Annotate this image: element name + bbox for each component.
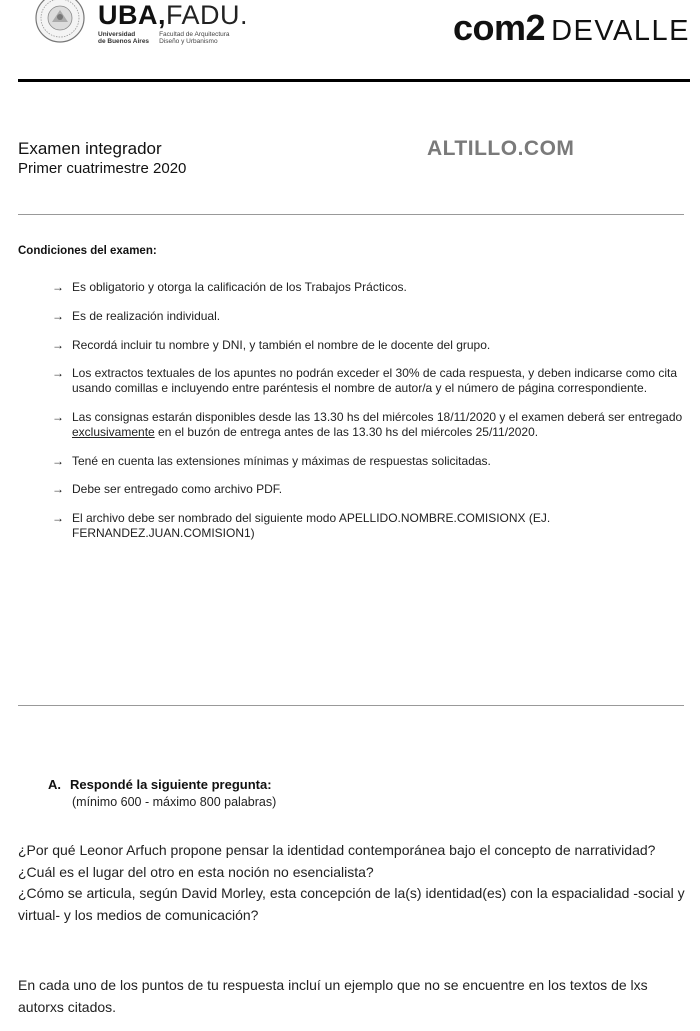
watermark: ALTILLO.COM xyxy=(427,137,575,160)
list-item xyxy=(52,454,692,469)
right-arrow-icon: → xyxy=(52,280,64,294)
question-block xyxy=(18,840,690,927)
question: ¿Cómo se articula, según David Morley, esta concepción de la(s) identidad(es) con la espacialidad -social y virtual- y los medios de comunicación? xyxy=(18,885,685,924)
cathedra-logo-light: DEVALLE xyxy=(551,15,690,47)
section-a-heading xyxy=(48,776,272,794)
list-item xyxy=(52,511,692,541)
condition-text: Es obligatorio y otorga la calificación de los Trabajos Prácticos. xyxy=(72,280,407,294)
condition-text: Es de realización individual. xyxy=(72,308,221,323)
right-arrow-icon: → xyxy=(52,366,64,381)
uba-logo-bold: UBA, xyxy=(98,0,166,30)
cathedra-logo xyxy=(453,8,690,51)
conditions-list xyxy=(52,280,692,555)
document-header xyxy=(0,0,700,82)
right-arrow-icon: → xyxy=(52,453,64,468)
list-item xyxy=(52,280,692,295)
cathedra-logo-bold: com2 xyxy=(453,7,546,48)
right-arrow-icon: → xyxy=(52,482,64,497)
condition-text: Los extractos textuales de los apuntes no podrán exceder el 30% de cada respuesta, y deben indicarse como cita usando comillas e incluyendo entre paréntesis el nombre de autor/a y el número de página correspondiente. xyxy=(72,366,678,396)
uba-logo-light: FADU. xyxy=(166,0,249,30)
condition-text-part: en el buzón de entrega antes de las 13.30 hs del miércoles 25/11/2020. xyxy=(154,424,539,439)
right-arrow-icon: → xyxy=(52,308,64,323)
list-item xyxy=(52,366,692,396)
question: ¿Por qué Leonor Arfuch propone pensar la identidad contemporánea bajo el concepto de narratividad? xyxy=(18,842,656,858)
list-item xyxy=(52,410,692,440)
section-divider xyxy=(18,705,684,706)
header-divider xyxy=(18,79,690,82)
section-letter: A. xyxy=(48,777,61,792)
uba-sub-right xyxy=(159,31,229,45)
condition-text: Recordá incluir tu nombre y DNI, y también el nombre de le docente del grupo. xyxy=(72,337,491,352)
right-arrow-icon: → xyxy=(52,511,64,526)
university-seal-icon xyxy=(32,0,88,44)
list-item xyxy=(52,338,692,353)
uba-sub-right-line: Diseño y Urbanismo xyxy=(159,38,218,45)
exam-title: Examen integrador xyxy=(18,139,162,158)
right-arrow-icon: → xyxy=(52,337,64,352)
uba-sub-left-line: Universidad xyxy=(98,31,136,38)
uba-sub-right-line: Facultad de Arquitectura xyxy=(159,31,230,38)
word-limit: (mínimo 600 - máximo 800 palabras) xyxy=(72,795,277,809)
condition-text: Debe ser entregado como archivo PDF. xyxy=(72,482,283,497)
condition-text: Tené en cuenta las extensiones mínimas y máximas de respuestas solicitadas. xyxy=(72,453,491,468)
section-heading: Respondé la siguiente pregunta: xyxy=(70,777,272,792)
right-arrow-icon: → xyxy=(52,409,64,424)
instruction-note: En cada uno de los puntos de tu respuesta incluí un ejemplo que no se encuentre en los textos de lxs autorxs citados. xyxy=(18,977,648,1015)
question: ¿Cuál es el lugar del otro en esta noción no esencialista? xyxy=(18,863,374,880)
condition-text xyxy=(72,410,682,439)
exam-subtitle: Primer cuatrimestre 2020 xyxy=(18,160,187,177)
condition-text-part: Las consignas estarán disponibles desde las 13.30 hs del miércoles 18/11/2020 y el examen deberá ser entregado xyxy=(72,409,683,424)
condition-emphasis: exclusivamente xyxy=(72,424,155,439)
conditions-title: Condiciones del examen: xyxy=(18,245,157,257)
list-item xyxy=(52,309,692,324)
uba-logo xyxy=(98,0,248,45)
uba-sub-left xyxy=(98,31,149,45)
condition-text: El archivo debe ser nombrado del siguiente modo APELLIDO.NOMBRE.COMISIONX (EJ. FERNANDEZ.JUAN.COMISION1) xyxy=(72,511,551,540)
list-item xyxy=(52,482,692,497)
uba-sub-left-line: de Buenos Aires xyxy=(98,38,150,45)
section-divider xyxy=(18,214,684,215)
